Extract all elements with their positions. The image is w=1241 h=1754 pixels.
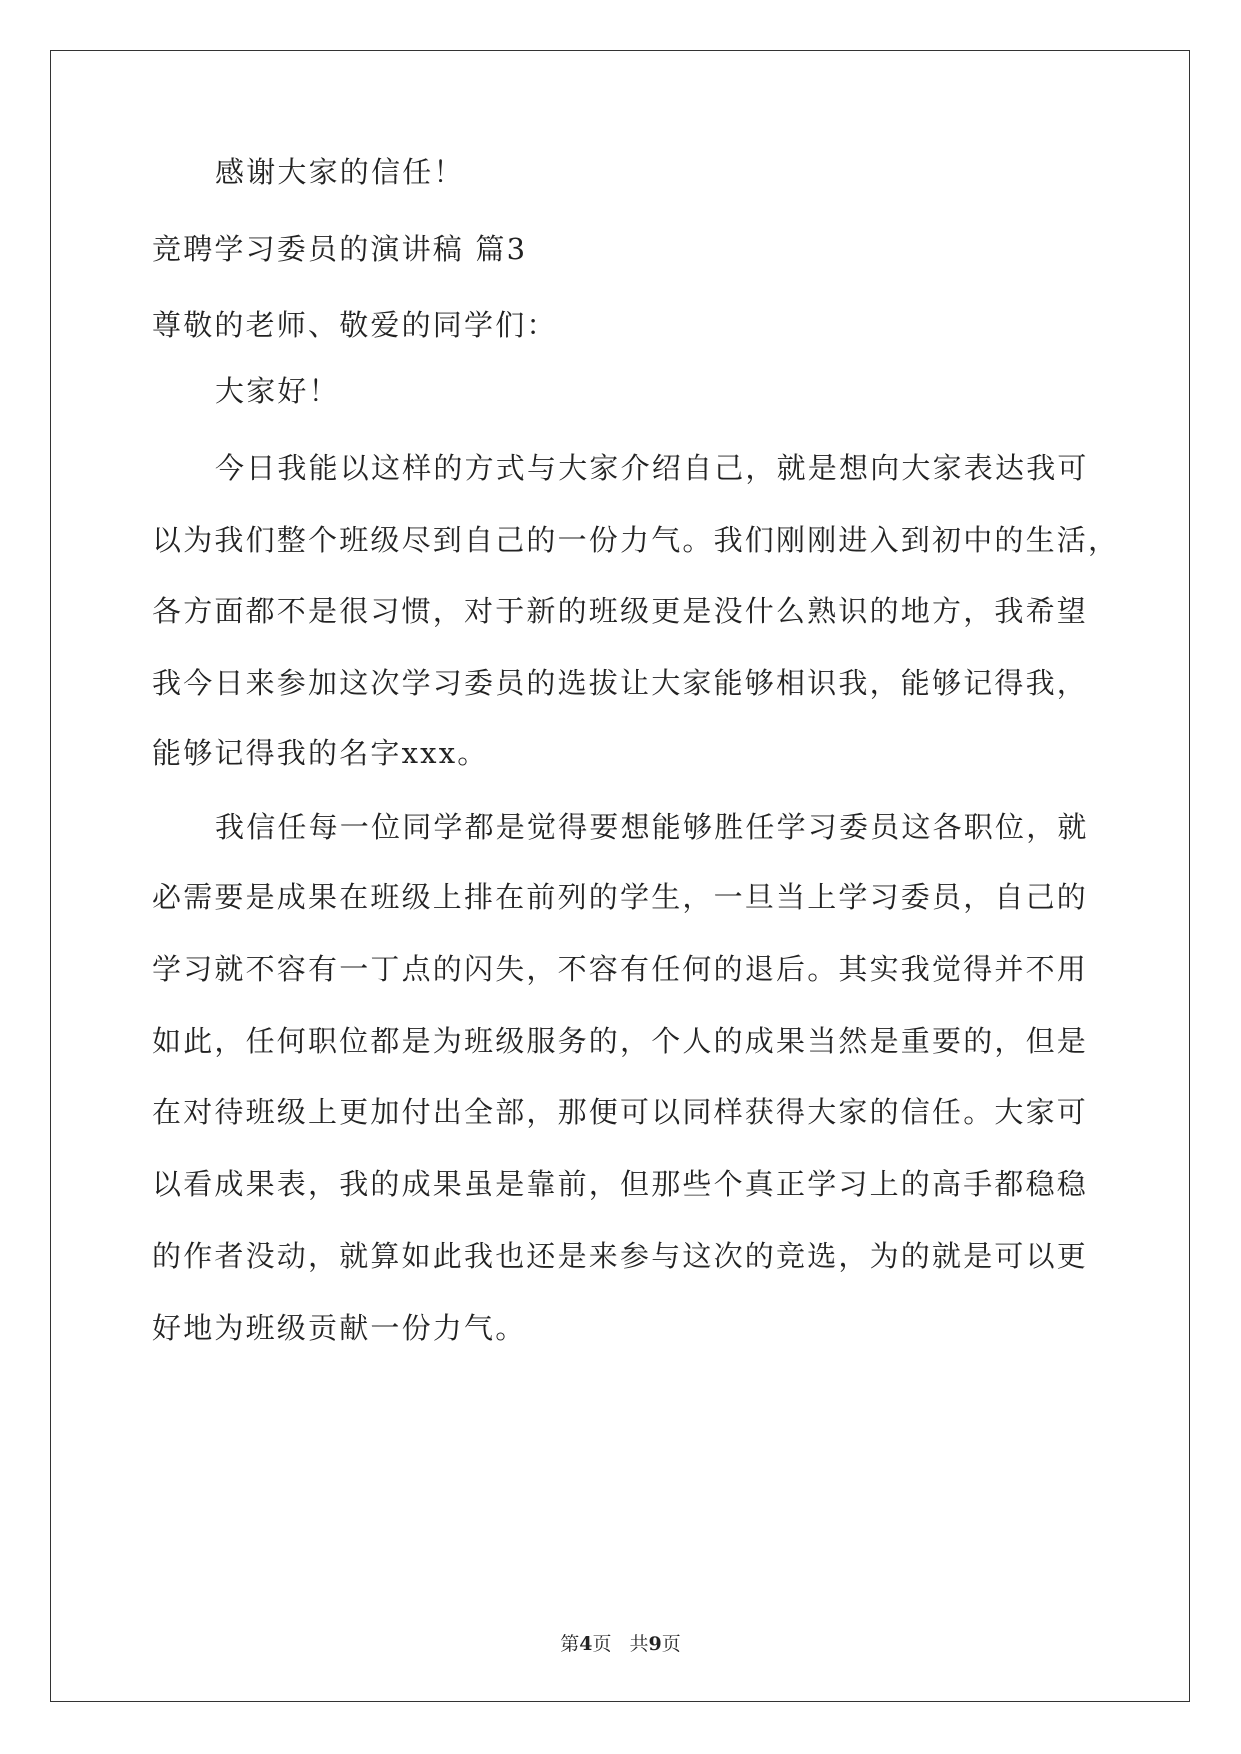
- greeting: 大家好！: [215, 374, 340, 408]
- paragraph-line: 能够记得我的名字xxx。: [152, 736, 489, 770]
- page-border: [50, 50, 1190, 1702]
- section-heading: 竞聘学习委员的演讲稿 篇3: [152, 232, 528, 266]
- paragraph-line: 以为我们整个班级尽到自己的一份力气。我们刚刚进入到初中的生活，: [152, 523, 1120, 557]
- footer-page-suffix: 页: [592, 1633, 612, 1655]
- paragraph-line: 如此，任何职位都是为班级服务的，个人的成果当然是重要的，但是: [152, 1024, 1089, 1058]
- paragraph-line: 的作者没动，就算如此我也还是来参与这次的竞选，为的就是可以更: [152, 1239, 1089, 1273]
- salutation: 尊敬的老师、敬爱的同学们：: [152, 308, 558, 342]
- paragraph-line: 感谢大家的信任！: [215, 155, 465, 189]
- footer-total-prefix: 共: [629, 1633, 649, 1655]
- paragraph-line: 我今日来参加这次学习委员的选拔让大家能够相识我，能够记得我，: [152, 666, 1089, 700]
- paragraph-line: 我信任每一位同学都是觉得要想能够胜任学习委员这各职位，就: [215, 810, 1089, 844]
- paragraph-line: 学习就不容有一丁点的闪失，不容有任何的退后。其实我觉得并不用: [152, 952, 1089, 986]
- paragraph-line: 各方面都不是很习惯，对于新的班级更是没什么熟识的地方，我希望: [152, 594, 1089, 628]
- paragraph-line: 好地为班级贡献一份力气。: [152, 1311, 527, 1345]
- total-pages-number: 9: [648, 1633, 662, 1655]
- paragraph-line: 必需要是成果在班级上排在前列的学生，一旦当上学习委员，自己的: [152, 880, 1089, 914]
- paragraph-line: 以看成果表，我的成果虽是靠前，但那些个真正学习上的高手都稳稳: [152, 1167, 1089, 1201]
- footer-prefix: 第: [560, 1633, 580, 1655]
- paragraph-line: 今日我能以这样的方式与大家介绍自己，就是想向大家表达我可: [215, 451, 1089, 485]
- current-page-number: 4: [579, 1633, 593, 1655]
- footer-total-suffix: 页: [661, 1633, 681, 1655]
- page-footer: [0, 1632, 1241, 1656]
- paragraph-line: 在对待班级上更加付出全部，那便可以同样获得大家的信任。大家可: [152, 1095, 1089, 1129]
